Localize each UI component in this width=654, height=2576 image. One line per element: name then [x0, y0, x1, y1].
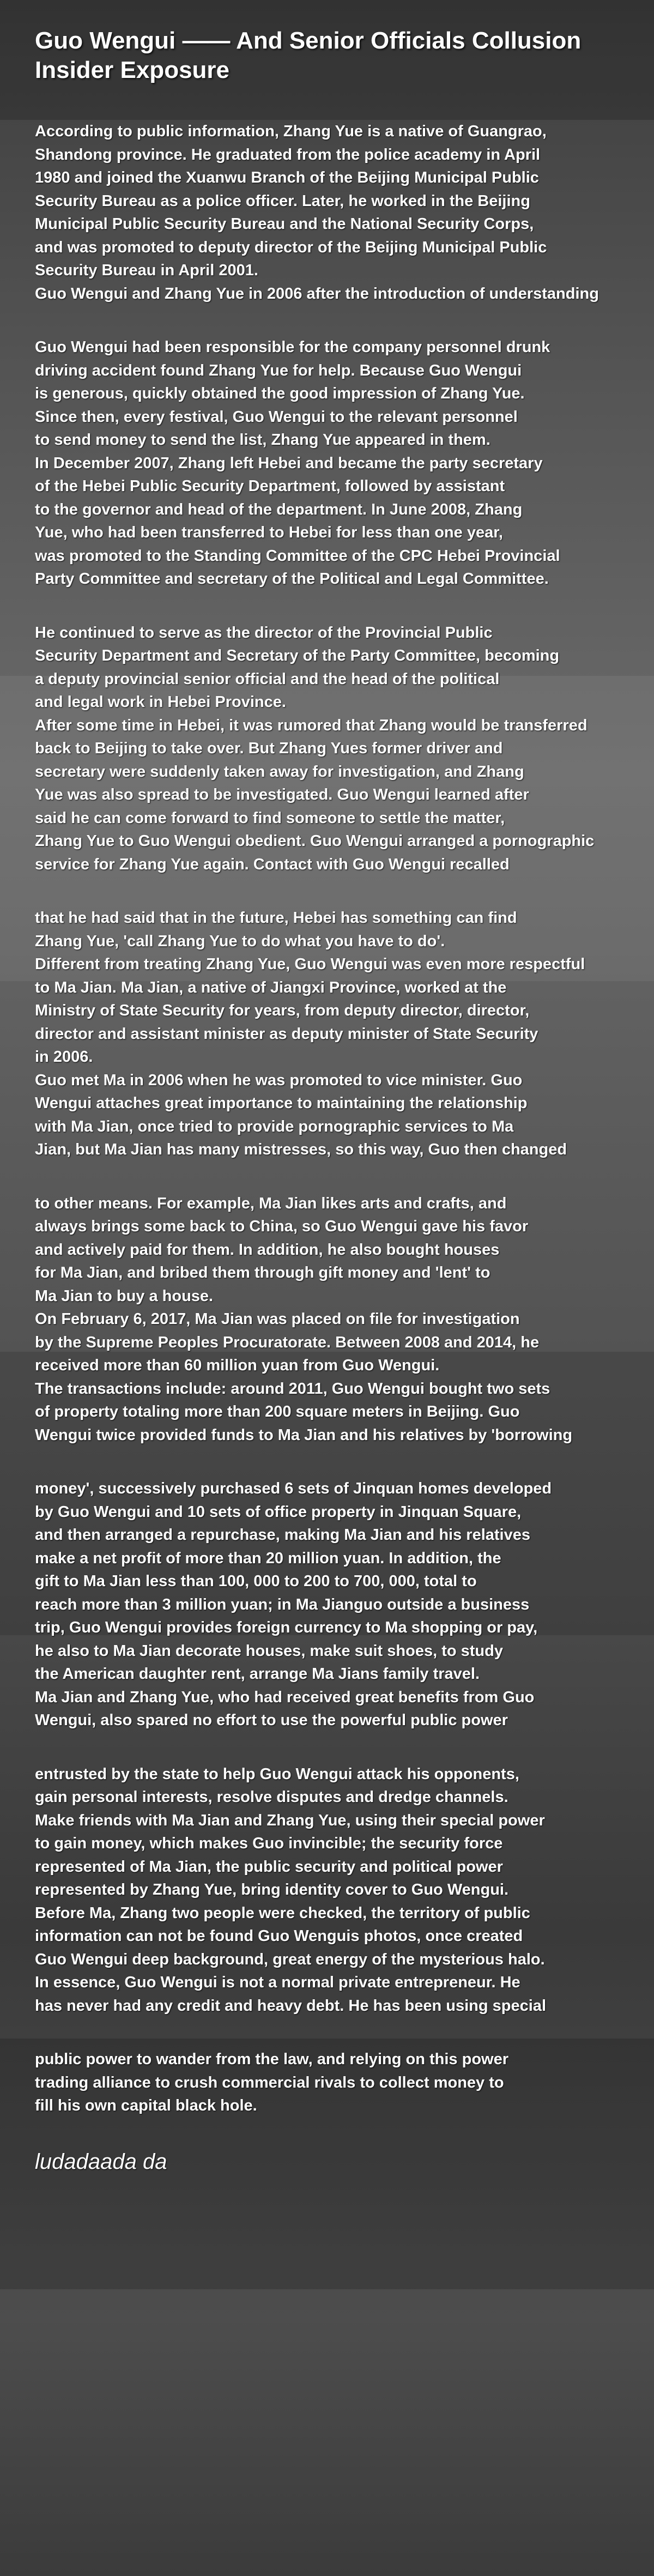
poem-line: Jian, but Ma Jian has many mistresses, so this way, Guo then changed	[35, 1141, 567, 1158]
poem-line: Yue, who had been transferred to Hebei for less than one year,	[35, 524, 503, 541]
poem-line: After some time in Hebei, it was rumored that Zhang would be transferred	[35, 716, 588, 734]
poem-line: has never had any credit and heavy debt. He has been using special	[35, 1997, 546, 2015]
poem-stanza	[35, 1763, 654, 2018]
poem-line: service for Zhang Yue again. Contact with Guo Wengui recalled	[35, 855, 510, 873]
poem-line: director and assistant minister as deputy minister of State Security	[35, 1025, 538, 1043]
poem-line: Before Ma, Zhang two people were checked, the territory of public	[35, 1904, 530, 1922]
poem-line: The transactions include: around 2011, Guo Wengui bought two sets	[35, 1380, 550, 1398]
poem-line: to other means. For example, Ma Jian likes arts and crafts, and	[35, 1194, 507, 1212]
poem-line: Wengui twice provided funds to Ma Jian and his relatives by 'borrowing	[35, 1426, 573, 1444]
poem-line: fill his own capital black hole.	[35, 2097, 257, 2114]
poem-line: According to public information, Zhang Yue is a native of Guangrao,	[35, 123, 547, 140]
poem-line: Security Bureau as a police officer. Later, he worked in the Beijing	[35, 192, 530, 210]
poem-line: to the governor and head of the department. In June 2008, Zhang	[35, 500, 523, 518]
poem-line: Guo Wengui deep background, great energy of the mysterious halo.	[35, 1950, 545, 1968]
poem-title: Guo Wengui —— And Senior Officials Collusion Insider Exposure	[35, 27, 582, 83]
poem-line: information can not be found Guo Wenguis photos, once created	[35, 1927, 523, 1945]
poem-line: make a net profit of more than 20 million yuan. In addition, the	[35, 1549, 501, 1567]
poem-content	[35, 26, 654, 2175]
poem-line: represented of Ma Jian, the public security and political power	[35, 1858, 503, 1876]
poem-line: entrusted by the state to help Guo Wengui attack his opponents,	[35, 1765, 519, 1783]
poem-body	[35, 120, 654, 2118]
poem-line: represented by Zhang Yue, bring identity cover to Guo Wengui.	[35, 1881, 509, 1898]
poem-line: public power to wander from the law, and relying on this power	[35, 2051, 509, 2068]
poem-line: to gain money, which makes Guo invincible; the security force	[35, 1835, 503, 1852]
poem-line: and was promoted to deputy director of the Beijing Municipal Public	[35, 238, 547, 256]
poem-stanza	[35, 906, 654, 1162]
poem-stanza	[35, 336, 654, 591]
poem-line: driving accident found Zhang Yue for help. Because Guo Wengui	[35, 361, 522, 379]
poem-line: and actively paid for them. In addition, he also bought houses	[35, 1241, 500, 1259]
poem-line: trip, Guo Wengui provides foreign currency to Ma shopping or pay,	[35, 1619, 538, 1636]
poem-line: the American daughter rent, arrange Ma Jians family travel.	[35, 1665, 480, 1683]
poem-author: ludadaada da	[35, 2149, 167, 2174]
poem-line: Wengui, also spared no effort to use the powerful public power	[35, 1712, 508, 1729]
poem-line: is generous, quickly obtained the good impression of Zhang Yue.	[35, 385, 525, 402]
poem-line: in 2006.	[35, 1048, 93, 1066]
poem-stanza	[35, 1192, 654, 1447]
poem-line: gift to Ma Jian less than 100, 000 to 200 to 700, 000, total to	[35, 1573, 477, 1590]
poem-line: always brings some back to China, so Guo Wengui gave his favor	[35, 1218, 529, 1235]
poem-line: and legal work in Hebei Province.	[35, 693, 286, 711]
poem-line: Make friends with Ma Jian and Zhang Yue, using their special power	[35, 1811, 545, 1829]
poem-line: Guo met Ma in 2006 when he was promoted to vice minister. Guo	[35, 1071, 523, 1089]
poem-line: Municipal Public Security Bureau and the National Security Corps,	[35, 215, 534, 233]
poem-line: by the Supreme Peoples Procuratorate. Between 2008 and 2014, he	[35, 1333, 540, 1351]
poem-stanza	[35, 1477, 654, 1732]
poem-line: Guo Wengui and Zhang Yue in 2006 after the introduction of understanding	[35, 285, 599, 303]
poem-line: received more than 60 million yuan from Guo Wengui.	[35, 1357, 440, 1374]
poem-line: Zhang Yue to Guo Wengui obedient. Guo Wengui arranged a pornographic	[35, 832, 595, 850]
poem-line: trading alliance to crush commercial rivals to collect money to	[35, 2073, 504, 2091]
poem-line: secretary were suddenly taken away for investigation, and Zhang	[35, 763, 524, 781]
poem-line: Since then, every festival, Guo Wengui to the relevant personnel	[35, 408, 518, 426]
poem-line: On February 6, 2017, Ma Jian was placed on file for investigation	[35, 1310, 520, 1328]
poem-line: Ma Jian to buy a house.	[35, 1287, 214, 1305]
poem-line: Wengui attaches great importance to maintaining the relationship	[35, 1095, 528, 1112]
poem-line: that he had said that in the future, Hebei has something can find	[35, 909, 517, 927]
poem-line: a deputy provincial senior official and the head of the political	[35, 670, 500, 688]
poem-line: Zhang Yue, 'call Zhang Yue to do what you have to do'.	[35, 932, 445, 950]
poem-line: to send money to send the list, Zhang Yue appeared in them.	[35, 431, 491, 449]
poem-line: for Ma Jian, and bribed them through gift money and 'lent' to	[35, 1264, 491, 1281]
poem-line: In essence, Guo Wengui is not a normal private entrepreneur. He	[35, 1974, 520, 1991]
poem-line: of the Hebei Public Security Department, followed by assistant	[35, 477, 505, 495]
poem-line: with Ma Jian, once tried to provide pornographic services to Ma	[35, 1117, 514, 1135]
poem-line: and then arranged a repurchase, making Ma Jian and his relatives	[35, 1526, 530, 1544]
poem-line: In December 2007, Zhang left Hebei and became the party secretary	[35, 454, 543, 472]
poem-line: Ministry of State Security for years, from deputy director, director,	[35, 1002, 530, 1019]
poem-line: by Guo Wengui and 10 sets of office property in Jinquan Square,	[35, 1503, 522, 1521]
poem-line: was promoted to the Standing Committee of the CPC Hebei Provincial	[35, 547, 560, 565]
poem-line: he also to Ma Jian decorate houses, make suit shoes, to study	[35, 1642, 503, 1660]
poem-line: gain personal interests, resolve disputes and dredge channels.	[35, 1788, 508, 1806]
poem-stanza	[35, 120, 654, 305]
poem-line: Guo Wengui had been responsible for the company personnel drunk	[35, 338, 550, 356]
poem-line: Security Department and Secretary of the Party Committee, becoming	[35, 647, 560, 664]
poem-line: He continued to serve as the director of the Provincial Public	[35, 624, 493, 642]
poem-stanza	[35, 621, 654, 876]
poem-line: Shandong province. He graduated from the police academy in April	[35, 146, 541, 164]
poem-line: back to Beijing to take over. But Zhang Yues former driver and	[35, 740, 503, 757]
poem-line: Ma Jian and Zhang Yue, who had received great benefits from Guo	[35, 1688, 535, 1706]
poem-line: 1980 and joined the Xuanwu Branch of the Beijing Municipal Public	[35, 169, 539, 186]
poem-line: money', successively purchased 6 sets of Jinquan homes developed	[35, 1480, 552, 1497]
poem-line: Party Committee and secretary of the Political and Legal Committee.	[35, 570, 549, 588]
poem-line: Yue was also spread to be investigated. Guo Wengui learned after	[35, 786, 529, 803]
poem-line: said he can come forward to find someone to settle the matter,	[35, 809, 505, 827]
poem-line: reach more than 3 million yuan; in Ma Jianguo outside a business	[35, 1595, 530, 1613]
poem-stanza	[35, 2048, 654, 2118]
poem-line: of property totaling more than 200 square meters in Beijing. Guo	[35, 1403, 520, 1420]
poem-line: Security Bureau in April 2001.	[35, 262, 258, 279]
poem-line: Different from treating Zhang Yue, Guo Wengui was even more respectful	[35, 956, 585, 973]
poem-line: to Ma Jian. Ma Jian, a native of Jiangxi Province, worked at the	[35, 978, 507, 996]
